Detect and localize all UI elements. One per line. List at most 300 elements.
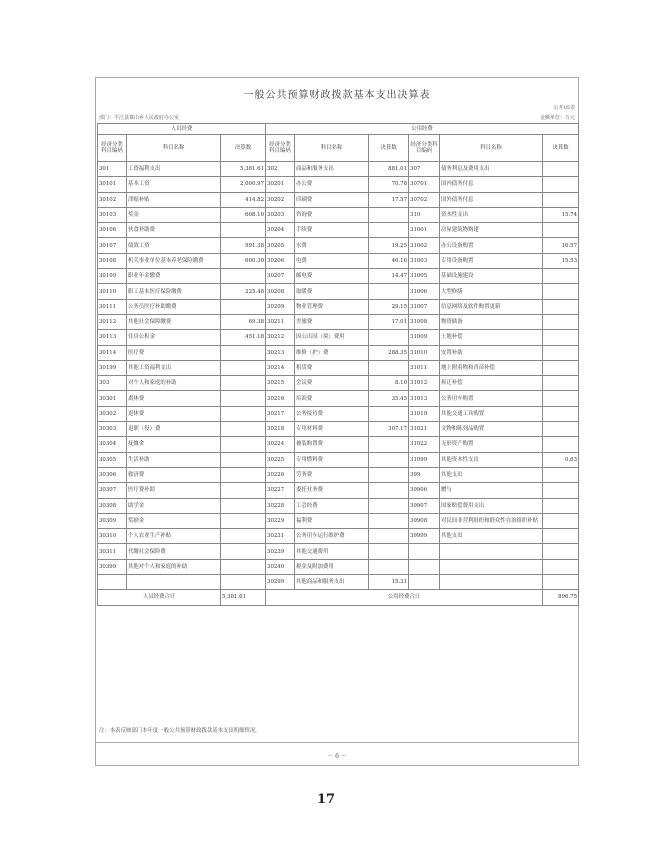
code-cell: 310 — [409, 207, 440, 222]
amount-cell: 608.10 — [221, 207, 266, 222]
amount-cell — [221, 498, 266, 513]
amount-cell: 15.31 — [369, 575, 409, 590]
amount-cell — [543, 223, 579, 238]
item-name-cell: 其他支出 — [440, 529, 543, 544]
item-name-cell: 其他对个人和家庭的补助 — [127, 559, 221, 574]
personnel-total-value: 5,381.61 — [221, 590, 266, 605]
item-name-cell: 培训费 — [295, 391, 369, 406]
amount-cell — [543, 513, 579, 528]
amount-cell — [221, 559, 266, 574]
public-section-header: 公用经费 — [266, 124, 579, 135]
code-cell: 30203 — [266, 207, 295, 222]
item-name-cell: 专用设备购置 — [440, 253, 543, 268]
code-cell: 30199 — [98, 360, 127, 375]
code-cell: 302 — [266, 162, 295, 177]
amount-cell — [369, 513, 409, 528]
item-name-cell: 维修（护）费 — [295, 345, 369, 360]
code-cell: 30306 — [98, 467, 127, 482]
amount-cell — [221, 223, 266, 238]
table-row — [98, 284, 579, 299]
item-name-cell: 公务用车购置 — [440, 391, 543, 406]
amount-cell: 600.30 — [221, 253, 266, 268]
unit-label: 金额单位：万元 — [539, 115, 575, 121]
item-name-cell: 其他交通费用 — [295, 544, 369, 559]
item-name-cell: 安置补助 — [440, 345, 543, 360]
item-name-cell: 印刷费 — [295, 192, 369, 207]
item-name-cell: 其他社会保障缴费 — [127, 314, 221, 329]
table-row — [98, 253, 579, 268]
table-row — [98, 575, 579, 590]
item-name-cell: 电费 — [295, 253, 369, 268]
code-cell: 30214 — [266, 360, 295, 375]
amount-cell — [543, 406, 579, 421]
amount-cell — [369, 360, 409, 375]
amount-cell: 0.63 — [543, 452, 579, 467]
item-name-cell: 水费 — [295, 238, 369, 253]
code-cell: 30229 — [266, 513, 295, 528]
code-cell: 30204 — [266, 223, 295, 238]
table-row — [98, 391, 579, 406]
amount-cell — [369, 330, 409, 345]
code-cell: 31003 — [409, 253, 440, 268]
amount-cell: 17.57 — [369, 192, 409, 207]
amount-cell — [543, 177, 579, 192]
amount-cell — [543, 314, 579, 329]
code-cell: 30212 — [266, 330, 295, 345]
code-cell: 30112 — [98, 314, 127, 329]
item-name-cell: 机关事业单位基本养老保险缴费 — [127, 253, 221, 268]
amount-cell — [221, 391, 266, 406]
item-name-cell: 物业管理费 — [295, 299, 369, 314]
amount-cell — [221, 467, 266, 482]
item-name-cell: 国内债务付息 — [440, 177, 543, 192]
item-name-cell: 因公出国（境）费用 — [295, 330, 369, 345]
code-cell: 31007 — [409, 299, 440, 314]
amount-cell — [543, 483, 579, 498]
amount-cell — [221, 529, 266, 544]
table-row — [98, 330, 579, 345]
code-cell: 30113 — [98, 330, 127, 345]
table-row — [98, 299, 579, 314]
public-total-label: 公用经费合计 — [266, 590, 543, 605]
amount-cell: 29.15 — [369, 299, 409, 314]
amount-cell — [543, 529, 579, 544]
column-header: 科目名称 — [295, 135, 369, 162]
item-name-cell: 离休费 — [127, 391, 221, 406]
amount-cell: 70.78 — [369, 177, 409, 192]
code-cell: 31022 — [409, 437, 440, 452]
amount-cell: 307.17 — [369, 422, 409, 437]
item-name-cell: 其他资本性支出 — [440, 452, 543, 467]
code-cell: 31019 — [409, 406, 440, 421]
item-name-cell: 基本工资 — [127, 177, 221, 192]
code-cell: 30108 — [98, 253, 127, 268]
item-name-cell: 工资福利支出 — [127, 162, 221, 177]
code-cell: 30302 — [98, 406, 127, 421]
item-name-cell: 赠与 — [440, 483, 543, 498]
amount-cell: 991.38 — [221, 238, 266, 253]
amount-cell — [369, 452, 409, 467]
item-name-cell: 退职（役）费 — [127, 422, 221, 437]
amount-cell — [221, 544, 266, 559]
amount-cell: 451.18 — [221, 330, 266, 345]
code-cell: 30239 — [266, 544, 295, 559]
amount-cell: 14.47 — [369, 269, 409, 284]
code-cell: 30201 — [266, 177, 295, 192]
item-name-cell: 其他支出 — [440, 467, 543, 482]
amount-cell — [543, 544, 579, 559]
code-cell: 39906 — [409, 483, 440, 498]
item-name-cell: 国家赔偿费用支出 — [440, 498, 543, 513]
column-header: 经济分类科目编码 — [409, 135, 440, 162]
item-name-cell: 土地补偿 — [440, 330, 543, 345]
code-cell: 31021 — [409, 422, 440, 437]
item-name-cell: 委托业务费 — [295, 483, 369, 498]
code-cell: 31011 — [409, 360, 440, 375]
footer-divider — [96, 742, 578, 743]
code-cell: 30309 — [98, 513, 127, 528]
code-cell: 31009 — [409, 330, 440, 345]
personnel-total-label: 人员经费合计 — [98, 590, 221, 605]
code-cell: 31001 — [409, 223, 440, 238]
code-cell: 30107 — [98, 238, 127, 253]
code-cell: 31099 — [409, 452, 440, 467]
report-sheet — [95, 77, 579, 766]
code-cell: 30216 — [266, 391, 295, 406]
column-header: 经济分类科目编码 — [266, 135, 295, 162]
amount-cell: 225.48 — [221, 284, 266, 299]
column-header: 经济分类科目编码 — [98, 135, 127, 162]
item-name-cell: 被装购置费 — [295, 437, 369, 452]
code-cell: 30225 — [266, 452, 295, 467]
item-name-cell: 其他工资福利支出 — [127, 360, 221, 375]
code-cell: 30308 — [98, 498, 127, 513]
item-name-cell: 公务员医疗补助缴费 — [127, 299, 221, 314]
item-name-cell: 退休费 — [127, 406, 221, 421]
column-header: 决算数 — [543, 135, 579, 162]
table-row — [98, 345, 579, 360]
code-cell — [409, 544, 440, 559]
table-row — [98, 406, 579, 421]
code-cell: 30206 — [266, 253, 295, 268]
item-name-cell: 无形资产购置 — [440, 437, 543, 452]
item-name-cell: 个人农业生产补贴 — [127, 529, 221, 544]
code-cell: 31013 — [409, 391, 440, 406]
amount-cell: 2,000.97 — [221, 177, 266, 192]
item-name-cell: 拆迁补偿 — [440, 376, 543, 391]
item-name-cell — [440, 575, 543, 590]
code-cell: 30114 — [98, 345, 127, 360]
item-name-cell: 工会经费 — [295, 498, 369, 513]
item-name-cell: 奖励金 — [127, 513, 221, 528]
item-name-cell: 福利费 — [295, 513, 369, 528]
code-cell: 30205 — [266, 238, 295, 253]
item-name-cell: 绩效工资 — [127, 238, 221, 253]
code-cell: 30304 — [98, 437, 127, 452]
amount-cell — [543, 284, 579, 299]
amount-cell — [221, 575, 266, 590]
code-cell: 30217 — [266, 406, 295, 421]
item-name-cell: 办公设备购置 — [440, 238, 543, 253]
code-cell: 30215 — [266, 376, 295, 391]
amount-cell: 46.16 — [369, 253, 409, 268]
amount-cell — [221, 406, 266, 421]
column-header: 科目名称 — [440, 135, 543, 162]
code-cell: 399 — [409, 467, 440, 482]
table-row — [98, 544, 579, 559]
amount-cell — [543, 269, 579, 284]
item-name-cell: 奖金 — [127, 207, 221, 222]
code-cell: 30227 — [266, 483, 295, 498]
amount-cell — [543, 422, 579, 437]
amount-cell — [369, 406, 409, 421]
amount-cell: 69.38 — [221, 314, 266, 329]
amount-cell — [369, 544, 409, 559]
code-cell: 30303 — [98, 422, 127, 437]
item-name-cell: 咨询费 — [295, 207, 369, 222]
amount-cell — [221, 360, 266, 375]
amount-cell: 414.82 — [221, 192, 266, 207]
amount-cell — [543, 376, 579, 391]
amount-cell — [221, 452, 266, 467]
item-name-cell: 其他交通工具购置 — [440, 406, 543, 421]
amount-cell: 288.35 — [369, 345, 409, 360]
item-name-cell: 代缴社会保险费 — [127, 544, 221, 559]
item-name-cell: 手续费 — [295, 223, 369, 238]
code-cell: 31005 — [409, 269, 440, 284]
code-cell: 30228 — [266, 498, 295, 513]
code-cell: 39907 — [409, 498, 440, 513]
item-name-cell: 劳务费 — [295, 467, 369, 482]
code-cell: 30299 — [266, 575, 295, 590]
item-name-cell: 差旅费 — [295, 314, 369, 329]
table-row — [98, 238, 579, 253]
amount-cell — [369, 437, 409, 452]
code-cell: 303 — [98, 376, 127, 391]
amount-cell — [543, 391, 579, 406]
code-cell: 30110 — [98, 284, 127, 299]
department-label: 部门：平江县寨山乡人民政府办公室 — [99, 115, 180, 121]
section-header-row — [98, 124, 579, 135]
code-cell: 30211 — [266, 314, 295, 329]
amount-cell — [369, 483, 409, 498]
item-name-cell: 对个人和家庭的补助 — [127, 376, 221, 391]
amount-cell — [369, 284, 409, 299]
item-name-cell: 租赁费 — [295, 360, 369, 375]
code-cell: 30301 — [98, 391, 127, 406]
item-name-cell: 医疗费 — [127, 345, 221, 360]
column-header: 决算数 — [221, 135, 266, 162]
item-name-cell: 房屋建筑物购建 — [440, 223, 543, 238]
amount-cell — [221, 345, 266, 360]
amount-cell — [221, 437, 266, 452]
table-row — [98, 207, 579, 222]
item-name-cell: 助学金 — [127, 498, 221, 513]
amount-cell — [543, 575, 579, 590]
table-row — [98, 223, 579, 238]
code-cell: 30109 — [98, 269, 127, 284]
table-row — [98, 192, 579, 207]
item-name-cell: 资本性支出 — [440, 207, 543, 222]
code-cell: 30311 — [98, 544, 127, 559]
code-cell: 307 — [409, 162, 440, 177]
personnel-section-header: 人员经费 — [98, 124, 266, 135]
amount-cell — [369, 559, 409, 574]
amount-cell — [543, 345, 579, 360]
item-name-cell: 公务接待费 — [295, 406, 369, 421]
item-name-cell: 会议费 — [295, 376, 369, 391]
code-cell: 30701 — [409, 177, 440, 192]
column-header-row — [98, 135, 579, 162]
code-cell: 30208 — [266, 284, 295, 299]
code-cell: 30399 — [98, 559, 127, 574]
amount-cell — [543, 498, 579, 513]
amount-cell: 881.01 — [369, 162, 409, 177]
code-cell: 30231 — [266, 529, 295, 544]
amount-cell — [221, 483, 266, 498]
code-cell — [409, 575, 440, 590]
amount-cell — [221, 422, 266, 437]
table-row — [98, 269, 579, 284]
item-name-cell: 邮电费 — [295, 269, 369, 284]
amount-cell: 15.53 — [543, 253, 579, 268]
amount-cell — [221, 376, 266, 391]
item-name-cell: 文物和陈列品购置 — [440, 422, 543, 437]
item-name-cell: 国外债务付息 — [440, 192, 543, 207]
code-cell: 30103 — [98, 207, 127, 222]
amount-cell — [543, 162, 579, 177]
table-row — [98, 376, 579, 391]
table-row — [98, 162, 579, 177]
item-name-cell: 专用材料费 — [295, 422, 369, 437]
code-cell: 30310 — [98, 529, 127, 544]
item-name-cell: 其他商品和服务支出 — [295, 575, 369, 590]
item-name-cell: 职业年金缴费 — [127, 269, 221, 284]
code-cell: 30102 — [98, 192, 127, 207]
amount-cell — [369, 223, 409, 238]
amount-cell — [543, 330, 579, 345]
code-cell: 31010 — [409, 345, 440, 360]
item-name-cell — [440, 544, 543, 559]
item-name-cell: 信息网络及软件购置更新 — [440, 299, 543, 314]
item-name-cell: 津贴补贴 — [127, 192, 221, 207]
amount-cell — [369, 498, 409, 513]
code-cell: 30702 — [409, 192, 440, 207]
amount-cell — [543, 360, 579, 375]
table-row — [98, 483, 579, 498]
amount-cell: 15.74 — [543, 207, 579, 222]
item-name-cell: 对民间非营利组织和群众性自治组织补贴 — [440, 513, 543, 528]
amount-cell — [543, 299, 579, 314]
item-name-cell: 住房公积金 — [127, 330, 221, 345]
amount-cell — [221, 299, 266, 314]
amount-cell — [543, 467, 579, 482]
item-name-cell: 生活补助 — [127, 452, 221, 467]
column-header: 科目名称 — [127, 135, 221, 162]
item-name-cell: 债务利息及费用支出 — [440, 162, 543, 177]
code-cell: 30209 — [266, 299, 295, 314]
code-cell — [98, 575, 127, 590]
code-cell: 30213 — [266, 345, 295, 360]
code-cell: 301 — [98, 162, 127, 177]
item-name-cell: 地上附着物和青苗补偿 — [440, 360, 543, 375]
table-row — [98, 314, 579, 329]
table-row — [98, 513, 579, 528]
item-name-cell: 专用燃料费 — [295, 452, 369, 467]
item-name-cell: 医疗费补助 — [127, 483, 221, 498]
amount-cell — [221, 513, 266, 528]
table-row — [98, 498, 579, 513]
code-cell: 30305 — [98, 452, 127, 467]
table-row — [98, 559, 579, 574]
item-name-cell: 商品和服务支出 — [295, 162, 369, 177]
table-row — [98, 177, 579, 192]
code-cell: 31002 — [409, 238, 440, 253]
item-name-cell: 伙食补助费 — [127, 223, 221, 238]
table-row — [98, 467, 579, 482]
item-name-cell: 物资储备 — [440, 314, 543, 329]
item-name-cell: 职工基本医疗保险缴费 — [127, 284, 221, 299]
amount-cell — [543, 192, 579, 207]
amount-cell: 8.10 — [369, 376, 409, 391]
code-cell: 31008 — [409, 314, 440, 329]
code-cell: 30101 — [98, 177, 127, 192]
code-cell: 39999 — [409, 529, 440, 544]
table-row — [98, 360, 579, 375]
table-row — [98, 422, 579, 437]
code-cell: 31012 — [409, 376, 440, 391]
table-note: 注：本表反映部门本年度一般公共预算财政拨款基本支出明细情况。 — [99, 728, 261, 734]
code-cell: 30111 — [98, 299, 127, 314]
item-name-cell: 救济费 — [127, 467, 221, 482]
code-cell: 30240 — [266, 559, 295, 574]
item-name-cell — [440, 559, 543, 574]
amount-cell — [369, 207, 409, 222]
amount-cell — [369, 529, 409, 544]
code-cell: 39908 — [409, 513, 440, 528]
amount-cell — [221, 269, 266, 284]
amount-cell: 35.45 — [369, 391, 409, 406]
amount-cell: 17.01 — [369, 314, 409, 329]
amount-cell: 5,381.61 — [221, 162, 266, 177]
total-row — [98, 590, 579, 605]
report-title: 一般公共预算财政拨款基本支出决算表 — [243, 90, 431, 101]
code-cell: 30218 — [266, 422, 295, 437]
item-name-cell: 税金及附加费用 — [295, 559, 369, 574]
column-header: 决算数 — [369, 135, 409, 162]
item-name-cell: 办公费 — [295, 177, 369, 192]
item-name-cell: 取暖费 — [295, 284, 369, 299]
form-number: 公开05表 — [553, 105, 575, 111]
item-name-cell — [127, 575, 221, 590]
page-number: 17 — [316, 792, 336, 807]
table-row — [98, 452, 579, 467]
inner-page-number: － 6 － — [327, 753, 347, 760]
code-cell: 30307 — [98, 483, 127, 498]
amount-cell — [543, 437, 579, 452]
code-cell: 30207 — [266, 269, 295, 284]
code-cell — [409, 559, 440, 574]
item-name-cell: 大型修缮 — [440, 284, 543, 299]
amount-cell — [543, 559, 579, 574]
table-row — [98, 529, 579, 544]
item-name-cell: 公务用车运行维护费 — [295, 529, 369, 544]
amount-cell: 16.57 — [543, 238, 579, 253]
table-row — [98, 437, 579, 452]
public-total-value: 896.75 — [543, 590, 579, 605]
code-cell: 31006 — [409, 284, 440, 299]
code-cell: 30106 — [98, 223, 127, 238]
